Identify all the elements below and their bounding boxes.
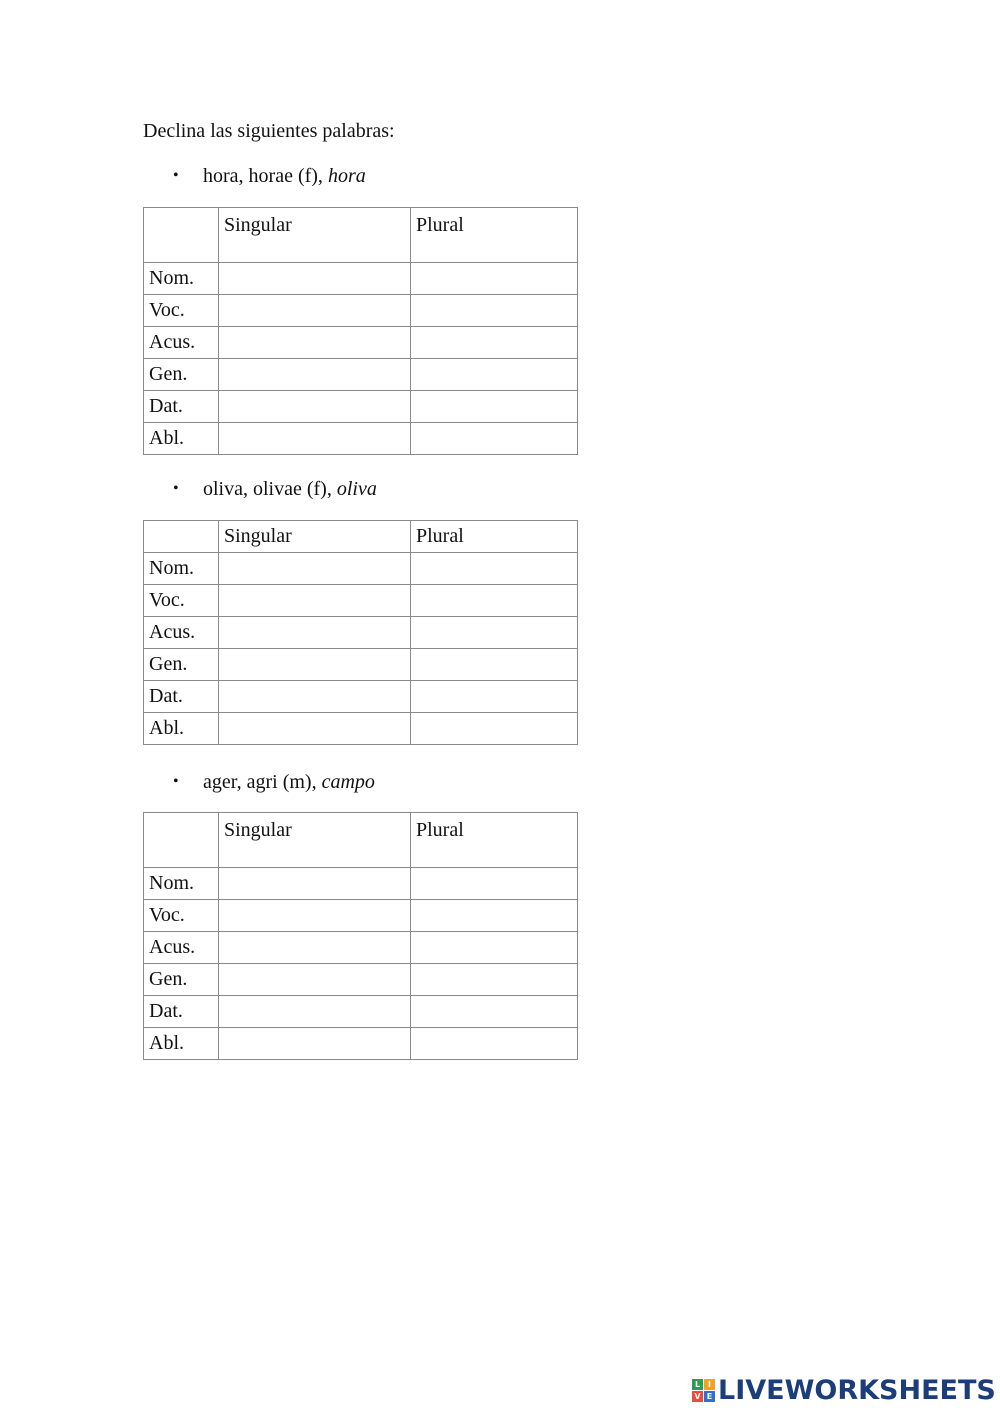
table-row (144, 327, 578, 359)
plural-answer-cell[interactable] (411, 649, 578, 681)
table-row (144, 423, 578, 455)
header-corner-cell (144, 521, 219, 553)
plural-answer-cell[interactable] (411, 617, 578, 649)
plural-answer-cell[interactable] (411, 585, 578, 617)
header-singular: Singular (219, 208, 411, 263)
singular-answer-cell[interactable] (219, 1028, 411, 1060)
exercise-1-lemma: hora, horae (f), (203, 165, 323, 187)
table-row (144, 617, 578, 649)
exercise-2-translation: oliva (336, 478, 377, 500)
plural-answer-cell[interactable] (411, 359, 578, 391)
header-plural: Plural (411, 813, 578, 868)
table-row (144, 553, 578, 585)
plural-answer-cell[interactable] (411, 263, 578, 295)
plural-answer-cell[interactable] (411, 996, 578, 1028)
plural-answer-cell[interactable] (411, 900, 578, 932)
table-row (144, 713, 578, 745)
exercise-3-table (143, 812, 578, 1060)
singular-answer-cell[interactable] (219, 649, 411, 681)
exercise-1-heading (173, 163, 366, 189)
singular-answer-cell[interactable] (219, 423, 411, 455)
plural-answer-cell[interactable] (411, 553, 578, 585)
logo-mark-i: I (704, 1379, 715, 1390)
singular-answer-cell[interactable] (219, 713, 411, 745)
singular-answer-cell[interactable] (219, 964, 411, 996)
exercise-2-lemma: oliva, olivae (f), (203, 478, 332, 500)
case-label: Abl. (144, 1028, 219, 1060)
plural-answer-cell[interactable] (411, 327, 578, 359)
case-label: Nom. (144, 263, 219, 295)
bullet-icon: • (173, 167, 179, 184)
table-header-row (144, 208, 578, 263)
case-label: Acus. (144, 617, 219, 649)
header-corner-cell (144, 813, 219, 868)
case-label: Voc. (144, 900, 219, 932)
table-row (144, 649, 578, 681)
exercise-3-lemma: ager, agri (m), (203, 771, 317, 793)
table-row (144, 964, 578, 996)
case-label: Gen. (144, 649, 219, 681)
table-row (144, 868, 578, 900)
plural-answer-cell[interactable] (411, 391, 578, 423)
instruction-text: Declina las siguientes palabras: (143, 120, 395, 142)
table-header-row (144, 521, 578, 553)
table-row (144, 996, 578, 1028)
singular-answer-cell[interactable] (219, 327, 411, 359)
case-label: Nom. (144, 553, 219, 585)
logo-mark-l: L (692, 1379, 703, 1390)
liveworksheets-logo[interactable] (692, 1374, 996, 1406)
singular-answer-cell[interactable] (219, 868, 411, 900)
table-row (144, 263, 578, 295)
case-label: Gen. (144, 964, 219, 996)
exercise-2-heading (173, 476, 377, 502)
table-row (144, 900, 578, 932)
exercise-1-table (143, 207, 578, 455)
table-row (144, 585, 578, 617)
singular-answer-cell[interactable] (219, 391, 411, 423)
plural-answer-cell[interactable] (411, 868, 578, 900)
table-row (144, 1028, 578, 1060)
singular-answer-cell[interactable] (219, 295, 411, 327)
plural-answer-cell[interactable] (411, 932, 578, 964)
singular-answer-cell[interactable] (219, 359, 411, 391)
case-label: Abl. (144, 713, 219, 745)
case-label: Voc. (144, 295, 219, 327)
table-row (144, 932, 578, 964)
singular-answer-cell[interactable] (219, 900, 411, 932)
table-row (144, 295, 578, 327)
liveworksheets-logo-icon (692, 1379, 715, 1402)
case-label: Nom. (144, 868, 219, 900)
singular-answer-cell[interactable] (219, 932, 411, 964)
header-plural: Plural (411, 208, 578, 263)
plural-answer-cell[interactable] (411, 423, 578, 455)
singular-answer-cell[interactable] (219, 617, 411, 649)
singular-answer-cell[interactable] (219, 996, 411, 1028)
plural-answer-cell[interactable] (411, 964, 578, 996)
singular-answer-cell[interactable] (219, 681, 411, 713)
plural-answer-cell[interactable] (411, 713, 578, 745)
header-singular: Singular (219, 521, 411, 553)
logo-wordmark: LIVEWORKSHEETS (718, 1374, 996, 1406)
bullet-icon: • (173, 773, 179, 790)
table-row (144, 359, 578, 391)
table-row (144, 391, 578, 423)
case-label: Acus. (144, 327, 219, 359)
singular-answer-cell[interactable] (219, 585, 411, 617)
bullet-icon: • (173, 480, 179, 497)
case-label: Dat. (144, 391, 219, 423)
header-corner-cell (144, 208, 219, 263)
singular-answer-cell[interactable] (219, 263, 411, 295)
logo-mark-e: E (704, 1391, 715, 1402)
exercise-2-table (143, 520, 578, 745)
case-label: Abl. (144, 423, 219, 455)
table-row (144, 681, 578, 713)
plural-answer-cell[interactable] (411, 681, 578, 713)
table-header-row (144, 813, 578, 868)
case-label: Dat. (144, 681, 219, 713)
case-label: Acus. (144, 932, 219, 964)
plural-answer-cell[interactable] (411, 295, 578, 327)
singular-answer-cell[interactable] (219, 553, 411, 585)
header-plural: Plural (411, 521, 578, 553)
exercise-1-translation: hora (327, 165, 366, 187)
case-label: Dat. (144, 996, 219, 1028)
exercise-3-translation: campo (321, 771, 375, 793)
header-singular: Singular (219, 813, 411, 868)
plural-answer-cell[interactable] (411, 1028, 578, 1060)
case-label: Voc. (144, 585, 219, 617)
case-label: Gen. (144, 359, 219, 391)
logo-mark-v: V (692, 1391, 703, 1402)
exercise-3-heading (173, 769, 375, 795)
